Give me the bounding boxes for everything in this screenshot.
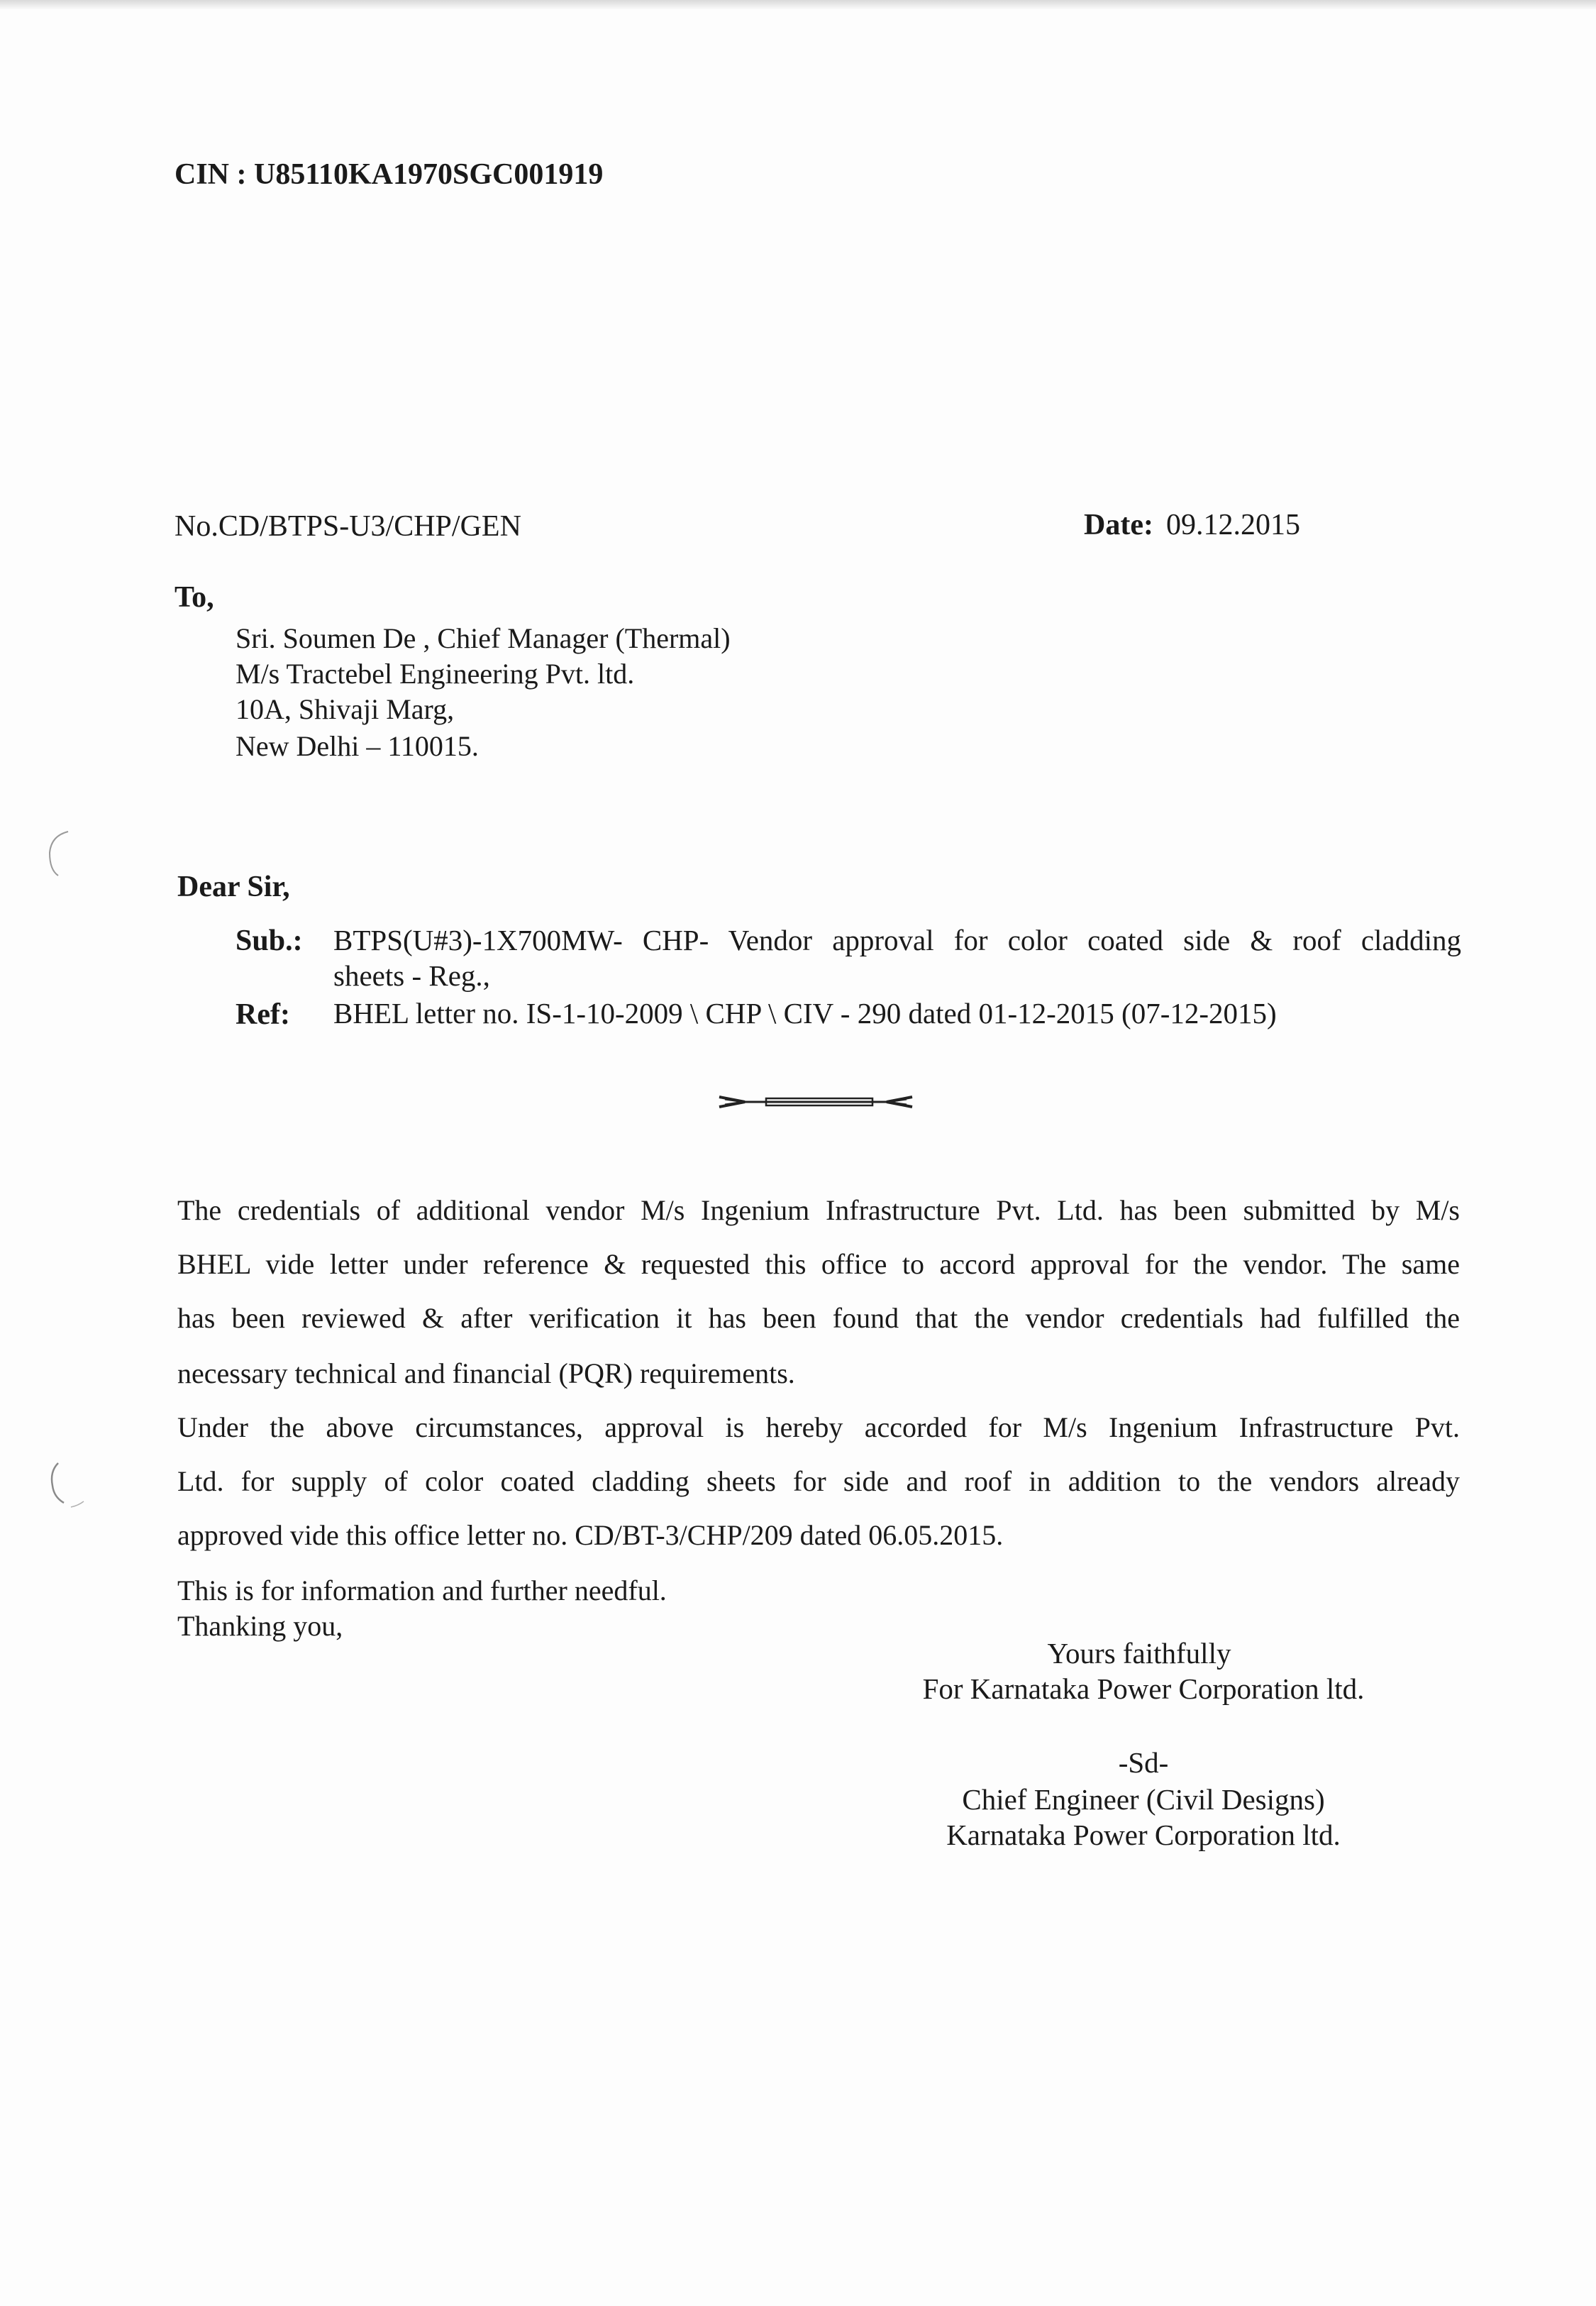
- salutation: Dear Sir,: [177, 871, 290, 903]
- scan-margin-mark: [43, 1457, 92, 1514]
- date-value: 09.12.2015: [1165, 509, 1300, 541]
- to-label: To,: [174, 581, 214, 614]
- cin-number: CIN : U85110KA1970SGC001919: [174, 158, 604, 191]
- recipient-name-line: Sri. Soumen De , Chief Manager (Thermal): [235, 622, 731, 654]
- subject-line-1: BTPS(U#3)-1X700MW- CHP- Vendor approval for color coated side & roof cladding: [333, 924, 1461, 956]
- thanking-line: Thanking you,: [177, 1610, 343, 1642]
- reference-label: Ref:: [235, 998, 290, 1031]
- subject-label: Sub.:: [235, 925, 303, 957]
- signature-designation: Chief Engineer (Civil Designs): [962, 1783, 1325, 1816]
- signature-organization: For Karnataka Power Corporation ltd.: [922, 1672, 1365, 1705]
- body-paragraph-line: Under the above circumstances, approval is hereby accorded for M/s Ingenium Infrastructure Pvt.: [177, 1411, 1460, 1443]
- body-paragraph-line: Ltd. for supply of color coated cladding sheets for side and roof in addition to the vendors already: [177, 1465, 1460, 1497]
- body-paragraph-line: has been reviewed & after verification it has been found that the vendor credentials had fulfilled the: [177, 1302, 1460, 1334]
- section-divider-ornament: [716, 1093, 915, 1111]
- letter-date: [1084, 508, 1300, 542]
- subject-text: [333, 922, 1461, 993]
- body-paragraph-line: BHEL vide letter under reference & requested this office to accord approval for the vendor. The same: [177, 1248, 1460, 1280]
- body-paragraph-line: approved vide this office letter no. CD/BT-3/CHP/209 dated 06.05.2015.: [177, 1519, 1004, 1551]
- recipient-city-line: New Delhi – 110015.: [235, 730, 479, 762]
- body-paragraph-line: The credentials of additional vendor M/s Ingenium Infrastructure Pvt. Ltd. has been submitted by M/s: [177, 1194, 1460, 1226]
- body-paragraph-line: necessary technical and financial (PQR) requirements.: [177, 1357, 795, 1389]
- reference-text: BHEL letter no. IS-1-10-2009 \ CHP \ CIV - 290 dated 01-12-2015 (07-12-2015): [333, 997, 1277, 1030]
- letter-reference-number: No.CD/BTPS-U3/CHP/GEN: [174, 510, 521, 543]
- signature-company: Karnataka Power Corporation ltd.: [946, 1819, 1341, 1851]
- recipient-street-line: 10A, Shivaji Marg,: [235, 693, 455, 725]
- signature-signed: -Sd-: [1118, 1746, 1169, 1779]
- recipient-company-line: M/s Tractebel Engineering Pvt. ltd.: [235, 658, 635, 690]
- closing-note: This is for information and further needful.: [177, 1574, 667, 1606]
- scan-top-edge: [0, 0, 1596, 10]
- date-label: Date:: [1084, 509, 1153, 541]
- scan-margin-mark: [44, 829, 72, 878]
- signature-closing: Yours faithfully: [1047, 1637, 1231, 1670]
- subject-line-2: sheets - Reg.,: [333, 959, 490, 992]
